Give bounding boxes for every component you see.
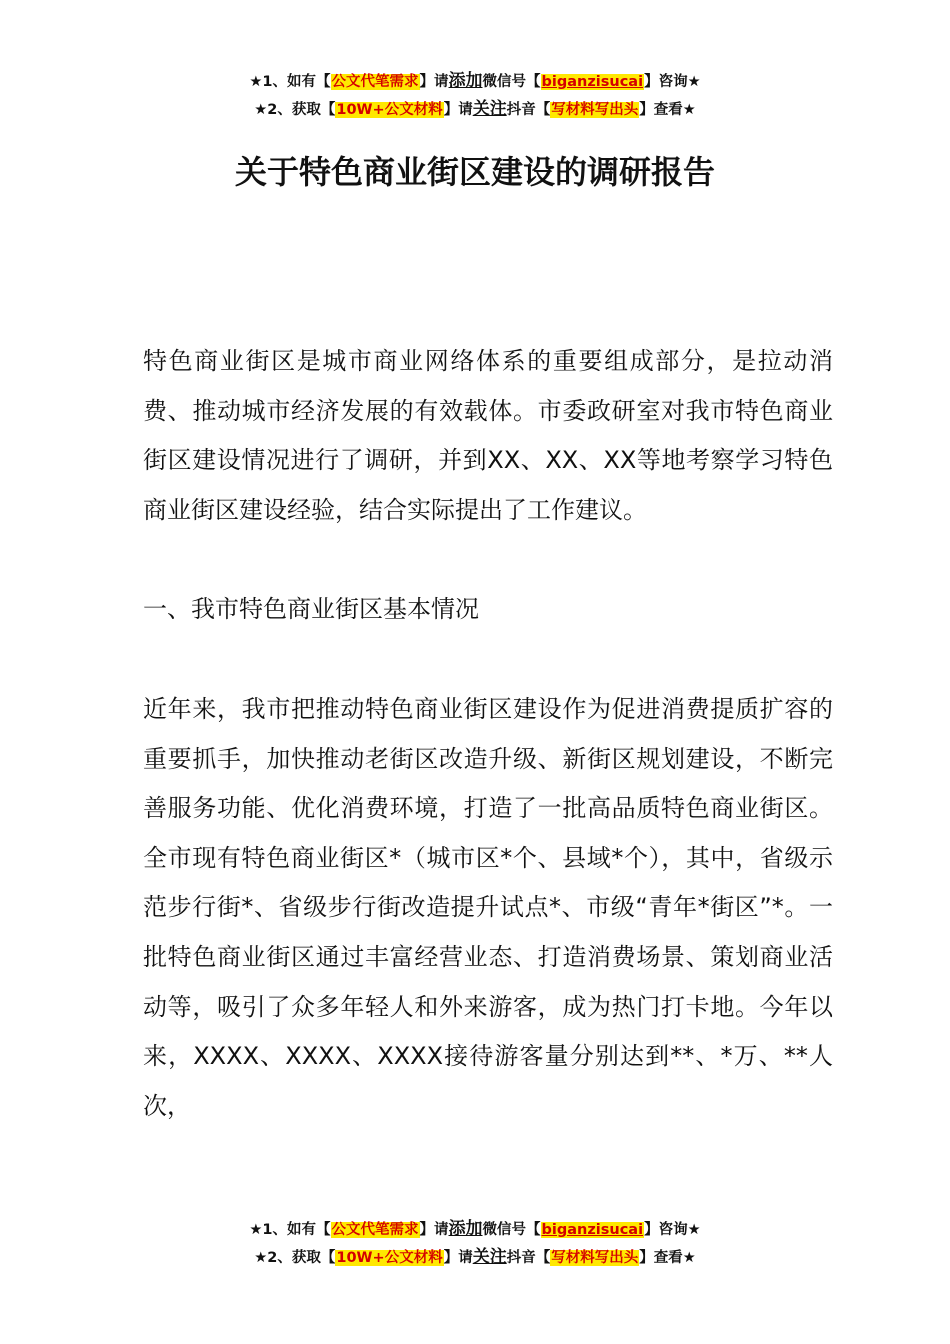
document-body	[143, 337, 833, 1131]
footer-banner	[0, 1216, 950, 1272]
highlight-service: 公文代笔需求	[331, 74, 419, 90]
section-body-paragraph: 近年来，我市把推动特色商业街区建设作为促进消费提质扩容的重要抓手，加快推动老街区改造升级、新街区规划建设，不断完善服务功能、优化消费环境，打造了一批高品质特色商业街区。全市现有特色商业街区*（城市区*个、县域*个），其中，省级示范步行街*、省级步行街改造提升试点*、市级“青年*街区”*。一批特色商业街区通过丰富经营业态、打造消费场景、策划商业活动等，吸引了众多年轻人和外来游客，成为热门打卡地。今年以来，XXXX、XXXX、XXXX接待游客量分别达到**、*万、**人次，	[143, 694, 833, 1120]
highlight-materials: 10W+公文材料	[336, 1250, 443, 1266]
banner-line-1: ★1、如有【公文代笔需求】请添加微信号【biganzisucai】咨询★	[249, 1219, 701, 1239]
highlight-service: 公文代笔需求	[331, 1222, 419, 1238]
highlight-douyin-account: 写材料写出头	[551, 102, 639, 118]
banner-line-2: ★2、获取【10W+公文材料】请关注抖音【写材料写出头】查看★	[254, 99, 696, 119]
banner-line-1: ★1、如有【公文代笔需求】请添加微信号【biganzisucai】咨询★	[249, 71, 701, 91]
highlight-materials: 10W+公文材料	[336, 102, 443, 118]
highlight-wechat-id: biganzisucai	[541, 74, 644, 90]
highlight-wechat-id: biganzisucai	[541, 1222, 644, 1238]
highlight-douyin-account: 写材料写出头	[551, 1250, 639, 1266]
intro-paragraph: 特色商业街区是城市商业网络体系的重要组成部分，是拉动消费、推动城市经济发展的有效载体。市委政研室对我市特色商业街区建设情况进行了调研，并到XX、XX、XX等地考察学习特色商业街区建设经验，结合实际提出了工作建议。	[143, 347, 833, 524]
header-banner	[0, 68, 950, 124]
paragraph-spacer	[143, 535, 833, 585]
banner-line-2: ★2、获取【10W+公文材料】请关注抖音【写材料写出头】查看★	[254, 1247, 696, 1267]
document-title: 关于特色商业街区建设的调研报告	[234, 153, 715, 191]
section-heading: 一、我市特色商业街区基本情况	[143, 595, 479, 624]
paragraph-spacer	[143, 635, 833, 685]
